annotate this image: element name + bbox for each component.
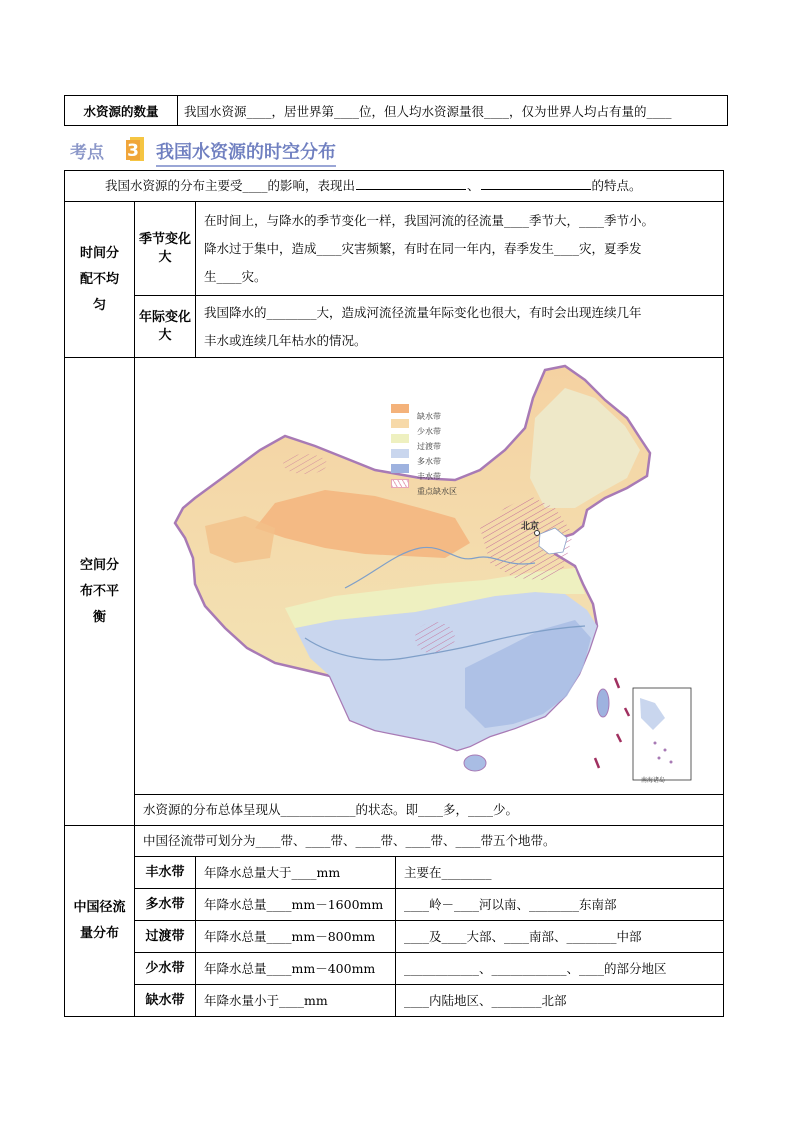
seasonal-label: 季节变化大 xyxy=(135,202,196,296)
section-header xyxy=(64,132,728,166)
runoff-row-rain: 年降水总量____mm－800mm xyxy=(196,921,396,953)
runoff-row-name: 过渡带 xyxy=(135,921,196,953)
legend-swatch-abundant xyxy=(391,464,409,473)
shortage-area-west xyxy=(283,454,327,474)
annual-line-2: 丰水或连续几年枯水的情况。 xyxy=(204,332,367,348)
seasonal-text xyxy=(196,202,724,296)
legend-label-little: 少水带 xyxy=(417,427,441,436)
hainan-island xyxy=(464,755,486,771)
taiwan-island xyxy=(597,689,609,717)
legend-swatch-little xyxy=(391,419,409,428)
runoff-row-rain: 年降水量小于____mm xyxy=(196,985,396,1017)
legend-label-shortage: 缺水带 xyxy=(417,412,441,421)
runoff-row-rain: 年降水总量____mm－1600mm xyxy=(196,889,396,921)
map-cell xyxy=(135,358,724,795)
space-label: 空间分布不平衡 xyxy=(65,358,135,826)
runoff-row-area: 主要在________ xyxy=(396,857,724,889)
water-quantity-text: 我国水资源____，居世界第____位，但人均水资源量很____，仅为世界人均占有量的____ xyxy=(178,96,728,126)
legend-swatch-key-shortage xyxy=(391,479,409,488)
section-title: 我国水资源的时空分布 xyxy=(156,138,336,167)
section-number: 3 xyxy=(127,141,139,161)
runoff-row-name: 少水带 xyxy=(135,953,196,985)
annual-line-1: 我国降水的________大，造成河流径流量年际变化也很大，有时会出现连续几年 xyxy=(204,304,642,320)
intro-row xyxy=(65,171,724,202)
runoff-row-area: ____及____大部、____南部、________中部 xyxy=(396,921,724,953)
blank-line xyxy=(481,177,591,190)
legend-label-more: 多水带 xyxy=(417,457,441,466)
runoff-row-area: ____岭－____河以南、________东南部 xyxy=(396,889,724,921)
seasonal-line-2: 降水过于集中，造成____灾害频繁，有时在同一年内，春季发生____灾，夏季发 xyxy=(204,240,642,256)
intro-text-c: 的特点。 xyxy=(591,178,642,193)
legend-swatch-more xyxy=(391,449,409,458)
legend-label-abundant: 丰水带 xyxy=(417,472,441,481)
runoff-row-rain: 年降水总量____mm－400mm xyxy=(196,953,396,985)
runoff-row-rain: 年降水总量大于____mm xyxy=(196,857,396,889)
space-summary: 水资源的分布总体呈现从____________的状态。即____多，____少。 xyxy=(135,795,724,826)
runoff-row-name: 多水带 xyxy=(135,889,196,921)
water-quantity-label: 水资源的数量 xyxy=(65,96,178,126)
time-label: 时间分配不均匀 xyxy=(65,202,135,358)
map-label-beijing: 北京 xyxy=(521,522,540,532)
seasonal-line-1: 在时间上，与降水的季节变化一样，我国河流的径流量____季节大，____季节小。 xyxy=(204,212,655,228)
runoff-row-area: ____________、____________、____的部分地区 xyxy=(396,953,724,985)
runoff-label: 中国径流量分布 xyxy=(65,826,135,1017)
china-water-map xyxy=(135,358,723,794)
water-quantity-table xyxy=(64,95,728,126)
runoff-row-name: 缺水带 xyxy=(135,985,196,1017)
map-label-nanhai: 南海诸岛 xyxy=(641,777,666,784)
seasonal-line-3: 生____灾。 xyxy=(204,268,267,284)
distribution-table xyxy=(64,170,724,1017)
legend-swatch-transition xyxy=(391,434,409,443)
kaodian-label: 考点 xyxy=(70,143,104,163)
runoff-row-name: 丰水带 xyxy=(135,857,196,889)
intro-text-a: 我国水资源的分布主要受____的影响，表现出 xyxy=(105,178,356,193)
intro-text-b: 、 xyxy=(467,178,480,193)
legend-swatch-shortage xyxy=(391,404,409,413)
number-badge-icon xyxy=(124,136,146,162)
annual-label: 年际变化大 xyxy=(135,296,196,358)
annual-text xyxy=(196,296,724,358)
shortage-area-south xyxy=(415,622,455,654)
runoff-row-area: ____内陆地区、________北部 xyxy=(396,985,724,1017)
runoff-header: 中国径流带可划分为____带、____带、____带、____带、____带五个地带。 xyxy=(135,826,724,857)
blank-line xyxy=(356,177,466,190)
legend-label-key-shortage: 重点缺水区 xyxy=(417,487,457,496)
legend-label-transition: 过渡带 xyxy=(417,442,441,451)
